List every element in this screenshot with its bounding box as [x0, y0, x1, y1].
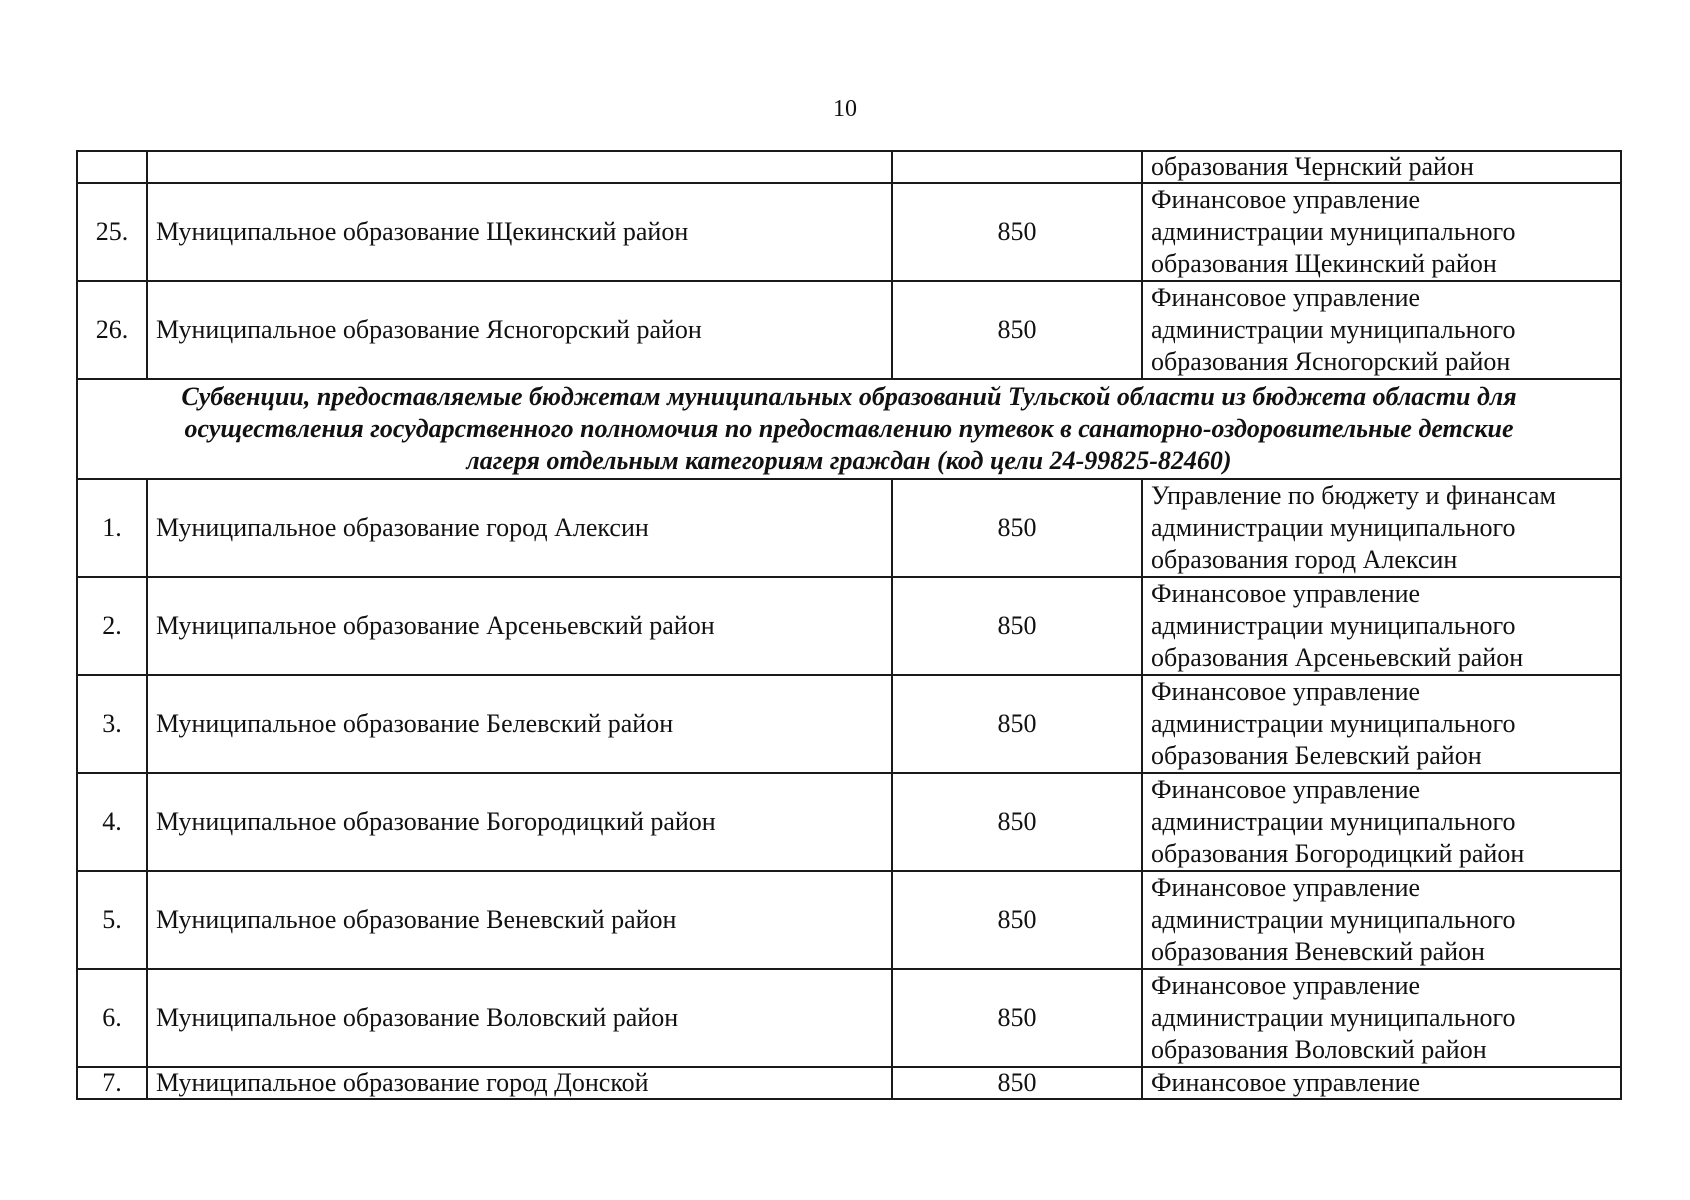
- org-line: Финансовое управление: [1151, 971, 1421, 1000]
- org-line: образования Ясногорский район: [1151, 347, 1511, 376]
- org-cell: [1142, 183, 1621, 281]
- code-cell: 850: [892, 577, 1142, 675]
- row-number: 1.: [77, 479, 147, 577]
- municipality-name: Муниципальное образование город Алексин: [147, 479, 892, 577]
- row-number: 26.: [77, 281, 147, 379]
- org-line: администрации муниципального: [1151, 315, 1516, 344]
- org-line: образования Богородицкий район: [1151, 839, 1525, 868]
- org-line: администрации муниципального: [1151, 513, 1516, 542]
- org-line: Финансовое управление: [1151, 1068, 1421, 1097]
- municipality-name: Муниципальное образование Арсеньевский район: [147, 577, 892, 675]
- code-cell: 850: [892, 1067, 1142, 1099]
- org-line: администрации муниципального: [1151, 807, 1516, 836]
- org-line: Финансовое управление: [1151, 775, 1421, 804]
- org-line: образования Щекинский район: [1151, 249, 1497, 278]
- section-title: [77, 379, 1621, 479]
- table-row: [77, 183, 1621, 281]
- code-cell: [892, 151, 1142, 183]
- org-cell: [1142, 151, 1621, 183]
- allocation-table: [76, 150, 1622, 1100]
- section-title-line: Субвенции, предоставляемые бюджетам муниципальных образований Тульской области из бюджета области для: [181, 382, 1517, 411]
- org-cell: [1142, 871, 1621, 969]
- row-number: 2.: [77, 577, 147, 675]
- municipality-name: Муниципальное образование Воловский район: [147, 969, 892, 1067]
- org-line: Финансовое управление: [1151, 873, 1421, 902]
- row-number: 4.: [77, 773, 147, 871]
- org-cell: [1142, 1067, 1621, 1099]
- section-title-line: осуществления государственного полномочия по предоставлению путевок в санаторно-оздоровительные детские: [184, 414, 1514, 443]
- org-line: Управление по бюджету и финансам: [1151, 481, 1556, 510]
- table-row: [77, 773, 1621, 871]
- org-line: образования Арсеньевский район: [1151, 643, 1524, 672]
- row-number: [77, 151, 147, 183]
- code-cell: 850: [892, 183, 1142, 281]
- code-cell: 850: [892, 281, 1142, 379]
- table-row: [77, 675, 1621, 773]
- org-line: Финансовое управление: [1151, 283, 1421, 312]
- org-cell: [1142, 479, 1621, 577]
- municipality-name: Муниципальное образование город Донской: [147, 1067, 892, 1099]
- org-line: образования Воловский район: [1151, 1035, 1487, 1064]
- row-number: 25.: [77, 183, 147, 281]
- page-number: 10: [833, 96, 857, 122]
- org-line: администрации муниципального: [1151, 217, 1516, 246]
- org-line: образования Веневский район: [1151, 937, 1485, 966]
- row-number: 5.: [77, 871, 147, 969]
- org-cell: [1142, 675, 1621, 773]
- table-row: [77, 871, 1621, 969]
- org-line: Финансовое управление: [1151, 185, 1421, 214]
- table-row: [77, 281, 1621, 379]
- org-cell: [1142, 281, 1621, 379]
- code-cell: 850: [892, 773, 1142, 871]
- table-row: [77, 479, 1621, 577]
- org-line: администрации муниципального: [1151, 709, 1516, 738]
- table-row: [77, 1067, 1621, 1099]
- org-line: Финансовое управление: [1151, 579, 1421, 608]
- org-line: образования город Алексин: [1151, 545, 1458, 574]
- table-row: [77, 151, 1621, 183]
- org-line: администрации муниципального: [1151, 905, 1516, 934]
- municipality-name: [147, 151, 892, 183]
- section-header-row: [77, 379, 1621, 479]
- org-cell: [1142, 773, 1621, 871]
- org-line: администрации муниципального: [1151, 1003, 1516, 1032]
- table-row: [77, 577, 1621, 675]
- row-number: 7.: [77, 1067, 147, 1099]
- municipality-name: Муниципальное образование Щекинский район: [147, 183, 892, 281]
- code-cell: 850: [892, 969, 1142, 1067]
- municipality-name: Муниципальное образование Ясногорский район: [147, 281, 892, 379]
- org-line: администрации муниципального: [1151, 611, 1516, 640]
- org-cell: [1142, 577, 1621, 675]
- org-line: Финансовое управление: [1151, 677, 1421, 706]
- code-cell: 850: [892, 479, 1142, 577]
- org-line: образования Чернский район: [1151, 152, 1474, 181]
- code-cell: 850: [892, 675, 1142, 773]
- section-title-line: лагеря отдельным категориям граждан (код цели 24-99825-82460): [466, 446, 1232, 475]
- row-number: 6.: [77, 969, 147, 1067]
- municipality-name: Муниципальное образование Богородицкий район: [147, 773, 892, 871]
- table-row: [77, 969, 1621, 1067]
- org-cell: [1142, 969, 1621, 1067]
- municipality-name: Муниципальное образование Веневский район: [147, 871, 892, 969]
- table-body: [77, 151, 1621, 1099]
- row-number: 3.: [77, 675, 147, 773]
- code-cell: 850: [892, 871, 1142, 969]
- org-line: образования Белевский район: [1151, 741, 1482, 770]
- municipality-name: Муниципальное образование Белевский район: [147, 675, 892, 773]
